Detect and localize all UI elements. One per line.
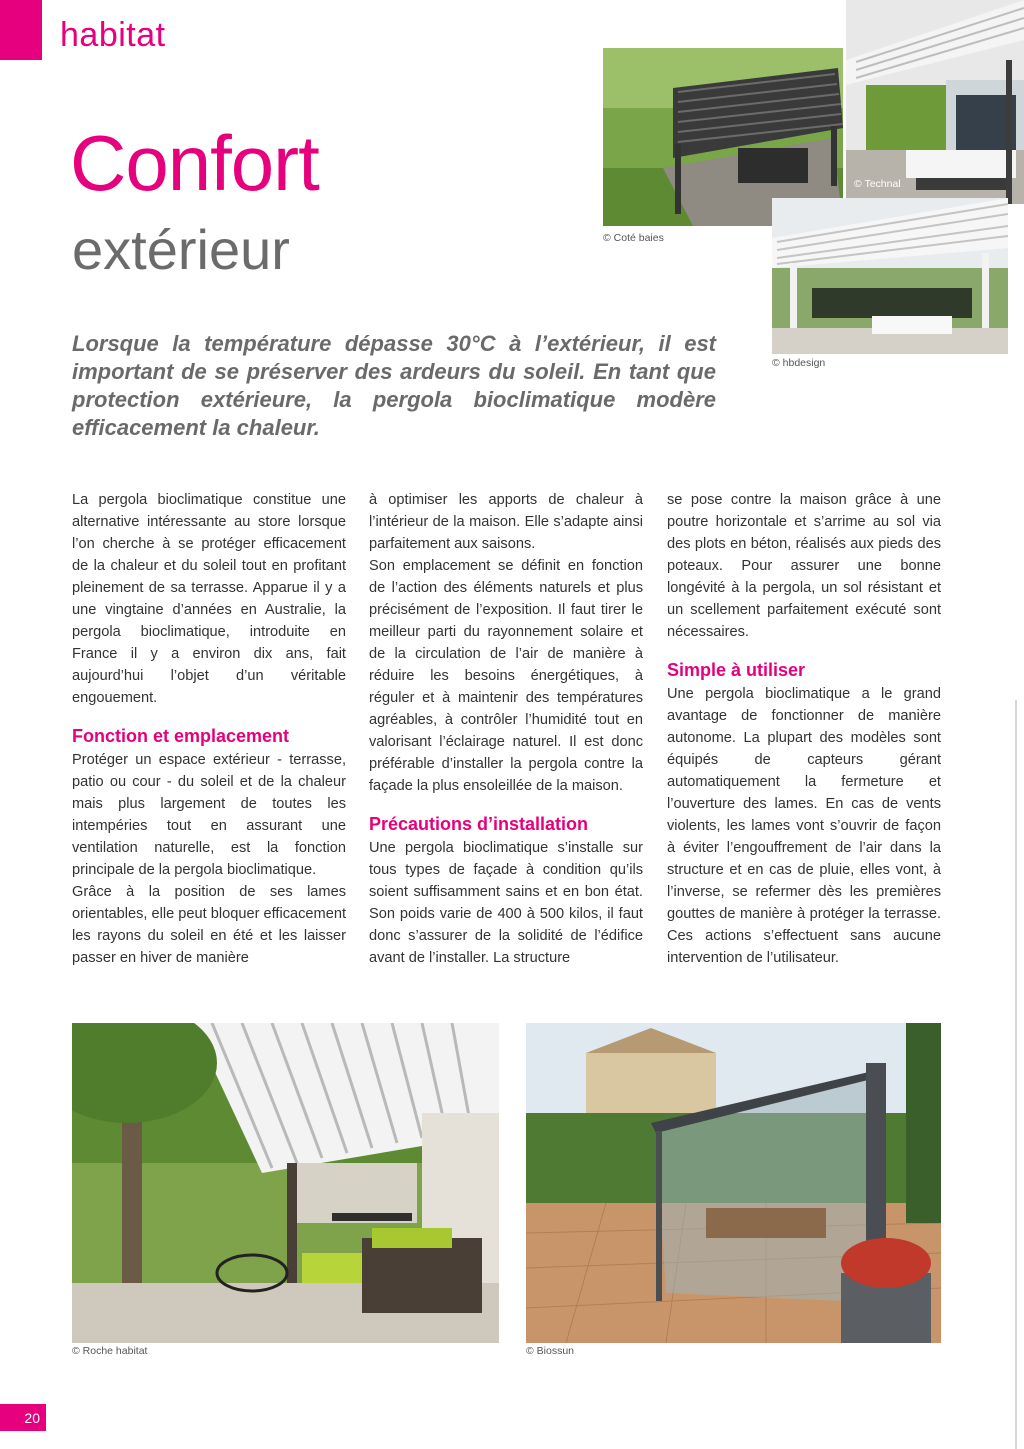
paragraph: Grâce à la position de ses lames orientables, elle peut bloquer efficacement les rayons du soleil en été et les laisser passer en hiver de manière [72,884,346,966]
photo-roche-habitat [72,1023,499,1343]
credit-biossun: © Biossun [526,1345,575,1357]
credit-hbdesign: © hbdesign [772,357,826,369]
article-column-2 [369,489,643,969]
credit-roche-habitat: © Roche habitat [72,1345,148,1357]
article-subtitle: extérieur [72,218,290,281]
photo-technal [846,0,1024,204]
section-heading-precautions: Précautions d’installation [369,814,589,834]
paragraph: Protéger un espace extérieur - terrasse, patio ou cour - du soleil et de la chaleur mais plus largement de toutes les intempéries tout en assurant une ventilation naturelle, est la fonction principale de la pergola bioclimatique. [72,752,346,878]
photo-hbdesign [772,198,1008,354]
paragraph: se pose contre la maison grâce à une poutre horizontale et s’arrime au sol via des plots en béton, réalisés aux pieds des poteaux. Pour assurer une bonne longévité à la pergola, un sol résistant et un scellement parfaitement exécuté sont nécessaires. [667,492,941,640]
paragraph: Une pergola bioclimatique s’installe sur tous types de façade à condition qu’ils soient suffisamment sains et en bon état. Son poids varie de 400 à 500 kilos, il faut donc s’assurer de la solidité de l’édifice avant de l’installer. La structure [369,840,643,966]
credit-cote-baies: © Coté baies [603,232,664,244]
section-heading-simple: Simple à utiliser [667,660,806,680]
paragraph: Une pergola bioclimatique a le grand avantage de fonctionner de manière autonome. La plupart des modèles sont équipés de capteurs gérant automatiquement la fermeture et l’ouverture des lames. En cas de vents violents, les lames vont s’ouvrir de façon à éviter l’engouffrement de l’air dans la structure et en cas de pluie, elles vont, à l’inverse, se refermer dès les premières gouttes de manière à protéger la terrasse. Ces actions s’effectuent sans aucune intervention de l’utilisateur. [667,686,941,966]
lead-paragraph: Lorsque la température dépasse 30°C à l’extérieur, il est important de se préserver des ardeurs du soleil. En tant que protection extérieure, la pergola bioclimatique modère efficacement la chaleur. [72,331,716,440]
section-label: habitat [60,16,166,54]
page-number: 20 [0,1404,46,1431]
article-title: Confort [70,119,319,207]
article-column-1 [72,489,346,969]
section-heading-fonction: Fonction et emplacement [72,726,290,746]
paragraph: La pergola bioclimatique constitue une alternative intéressante au store lorsque l’on cherche à se protéger efficacement de la chaleur et du soleil tout en profitant pleinement de sa terrasse. Apparue il y a une vingtaine d’années en Australie, la pergola bioclimatique, introduite en France il y a environ dix ans, fait aujourd’hui l’objet d’un véritable engouement. [72,492,346,706]
photo-biossun [526,1023,941,1343]
paragraph: à optimiser les apports de chaleur à l’intérieur de la maison. Elle s’adapte ainsi parfaitement aux saisons. [369,492,643,552]
paragraph: Son emplacement se définit en fonction de l’action des éléments naturels et plus précisément de l’exposition. Il faut tirer le meilleur parti du rayonnement solaire et de la circulation de l’air de manière à réduire les besoins énergétiques, à réguler et à maintenir des températures agréables, à contrôler l’humidité tout en valorisant l’éclairage naturel. Il est donc préférable d’installer la pergola contre la façade la plus ensoleillée de la maison. [369,558,643,794]
section-marker [0,0,42,60]
credit-technal: © Technal [854,178,901,190]
article-column-3 [667,489,941,969]
page-gutter-line [1015,700,1017,1449]
